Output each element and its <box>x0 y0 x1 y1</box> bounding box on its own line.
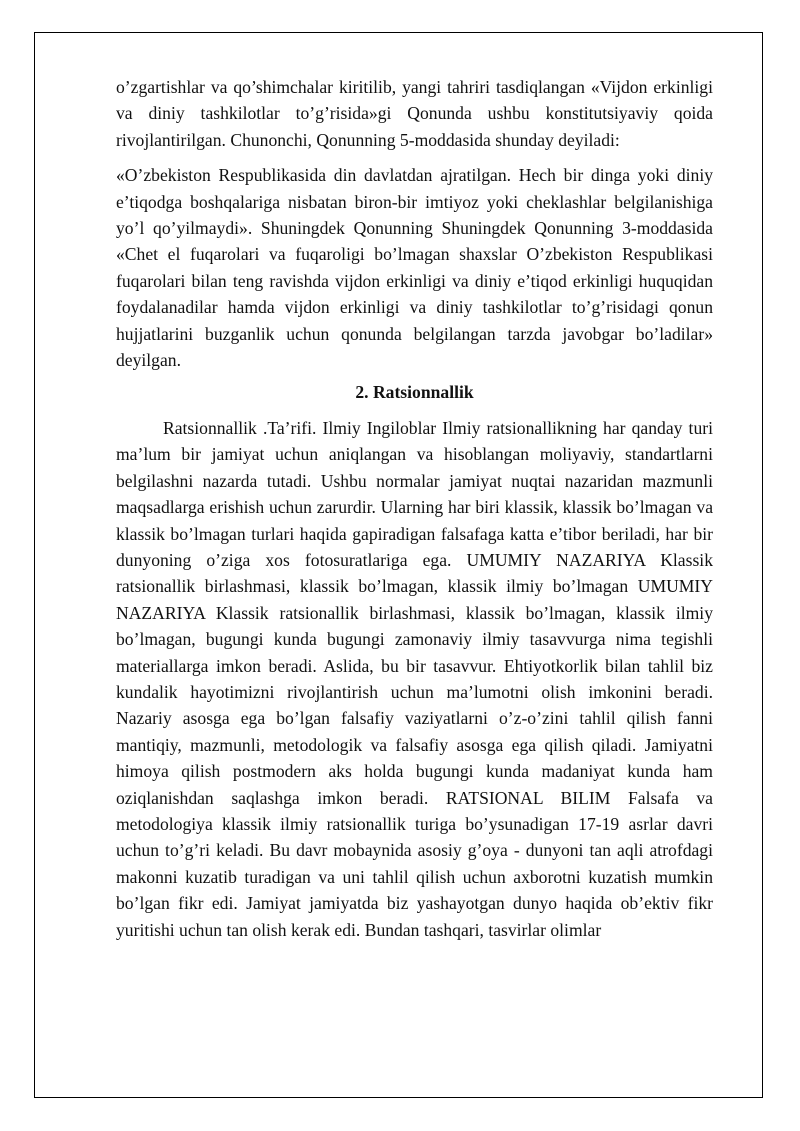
paragraph-law-quote: «O’zbekiston Respublikasida din davlatdan ajratilgan. Hech bir dinga yoki diniy e’tiqodga boshqalariga nisbatan biron-bir imtiyoz yoki cheklashlar belgilanishiga yo’l qo’yilmaydi». Shuningdek Qonunning Shuningdek Qonunning 3-moddasida «Chet el fuqarolari va fuqaroligi bo’lmagan shaxslar O’zbekiston Respublikasi fuqarolari bilan teng ravishda vijdon erkinligi va diniy e’tiqod erkinligi huquqidan foydalanadilar hamda vijdon erkinligi va diniy tashkilotlar to’g’risidagi qonun hujjatlarini buzganlik uchun qonunda belgilangan tarzda javobgar bo’ladilar» deyilgan. <box>116 165 713 371</box>
document-body <box>116 74 713 943</box>
section-heading: 2. Ratsionnallik <box>355 382 474 403</box>
paragraph-intro: o’zgartishlar va qo’shimchalar kiritilib, yangi tahriri tasdiqlangan «Vijdon erkinligi va diniy tashkilotlar to’g’risida»gi Qonunda ushbu konstitutsiyaviy qoida rivojlantirilgan. Chunonchi, Qonunning 5-moddasida shunday deyiladi: <box>116 77 713 150</box>
paragraph-rationality: Ratsionnallik .Ta’rifi. Ilmiy Ingiloblar Ilmiy ratsionallikning har qanday turi ma’lum bir jamiyat uchun aniqlangan va hisoblangan moliyaviy, standartlarni belgilashni nazarda tutadi. Ushbu normalar jamiyat nuqtai nazaridan mazmunli maqsadlarga erishish uchun zarurdir. Ularning har biri klassik, klassik bo’lmagan va klassik bo’lmagan turlari haqida gapiradigan falsafaga katta e’tibor beriladi, har bir dunyoning o’ziga xos fotosuratlariga ega. UMUMIY NAZARIYA Klassik ratsionallik birlashmasi, klassik bo’lmagan, klassik ilmiy bo’lmagan UMUMIY NAZARIYA Klassik ratsionallik birlashmasi, klassik bo’lmagan, klassik ilmiy bo’lmagan, bugungi kunda bugungi zamonaviy ilmiy tasavvurga nima tegishli materiallarga imkon beradi. Aslida, bu bir tasavvur. Ehtiyotkorlik bilan tahlil biz kundalik hayotimizni rivojlantirish uchun ma’lumotni olish imkonini beradi. Nazariy asosga ega bo’lgan falsafiy vaziyatlarni o’z-o’zini tahlil qilish fanni mantiqiy, mazmunli, metodologik va falsafiy asosga ega qilish qiladi. Jamiyatni himoya qilish postmodern aks holda bugungi kunda madaniyat kunda ham oziqlanishdan saqlashga imkon beradi. RATSIONAL BILIM Falsafa va metodologiya klassik ilmiy ratsionallik turiga bo’ysunadigan 17-19 asrlar davri uchun to’g’ri keladi. Bu davr mobaynida asosiy g’oya - dunyoni tan aqli atrofdagi makonni kuzatib turadigan va uni tahlil qilish uchun axborotni kuzatish mumkin bo’lgan fikr edi. Jamiyat jamiyatda biz yashayotgan dunyo haqida ob’ektiv fikr yuritishi uchun tan olish kerak edi. Bundan tashqari, tasvirlar olimlar <box>116 417 713 940</box>
